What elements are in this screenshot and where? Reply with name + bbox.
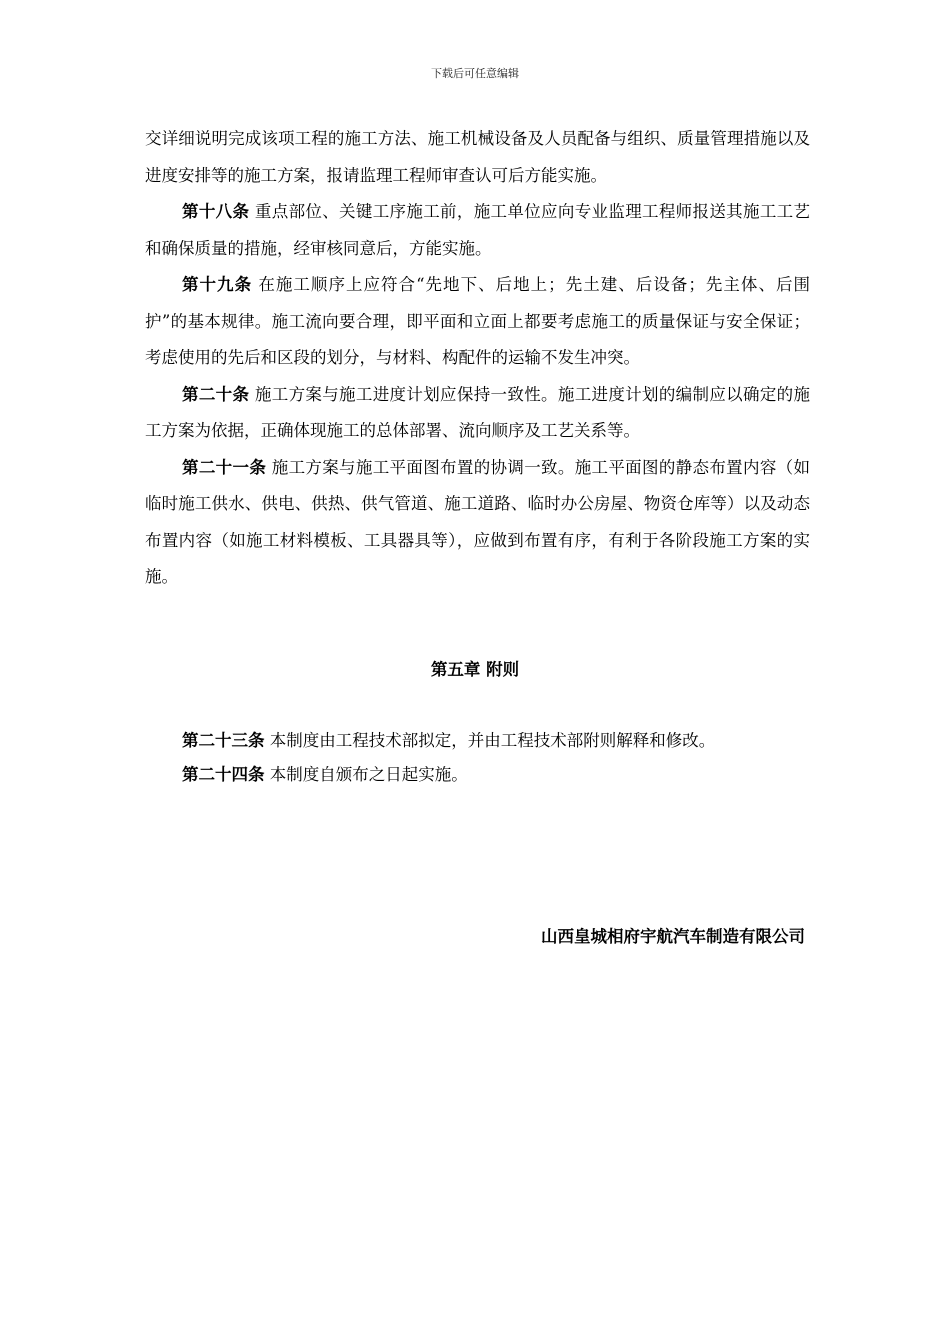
company-signature: 山西皇城相府宇航汽车制造有限公司 <box>541 927 805 946</box>
article-label: 第十八条 <box>182 202 250 221</box>
article-label: 第二十一条 <box>182 457 267 477</box>
appendix-section <box>145 724 810 792</box>
article-label: 第十九条 <box>182 275 253 294</box>
article-label: 第二十条 <box>182 384 250 404</box>
article-text: 在施工顺序上应符合“先地下、后地上；先土建、后设备；先主体、后围护”的基本规律。施工流向要合理，即平面和立面上都要考虑施工的质量保证与安全保证；考虑使用的先后和区段的划分，与材料、构配件的运输不发生冲突。 <box>145 275 810 367</box>
article-text: 重点部位、关键工序施工前，施工单位应向专业监理工程师报送其施工工艺和确保质量的措施，经审核同意后，方能实施。 <box>145 202 810 258</box>
article-21 <box>145 450 810 596</box>
article-18 <box>145 194 810 267</box>
article-24 <box>145 758 810 792</box>
article-20 <box>145 377 810 450</box>
page-header: 下载后可任意编辑 <box>431 67 519 80</box>
chapter-title: 第五章 附则 <box>430 660 520 679</box>
article-text: 施工方案与施工进度计划应保持一致性。施工进度计划的编制应以确定的施工方案为依据，正确体现施工的总体部署、流向顺序及工艺关系等。 <box>145 384 810 440</box>
article-text: 施工方案与施工平面图布置的协调一致。施工平面图的静态布置内容（如临时施工供水、供电、供热、供气管道、施工道路、临时办公房屋、物资仓库等）以及动态布置内容（如施工材料模板、工具器具等），应做到布置有序，有利于各阶段施工方案的实施。 <box>145 457 810 586</box>
article-label: 第二十三条 <box>182 731 265 750</box>
article-23 <box>145 724 810 758</box>
article-text: 本制度由工程技术部拟定，并由工程技术部附则解释和修改。 <box>264 731 716 750</box>
article-19 <box>145 267 810 377</box>
paragraph-continuation <box>145 121 810 194</box>
article-text: 本制度自颁布之日起实施。 <box>264 765 468 784</box>
article-label: 第二十四条 <box>182 765 265 784</box>
document-body <box>145 121 810 596</box>
paragraph-text: 交详细说明完成该项工程的施工方法、施工机械设备及人员配备与组织、质量管理措施以及进度安排等的施工方案，报请监理工程师审查认可后方能实施。 <box>145 129 810 185</box>
